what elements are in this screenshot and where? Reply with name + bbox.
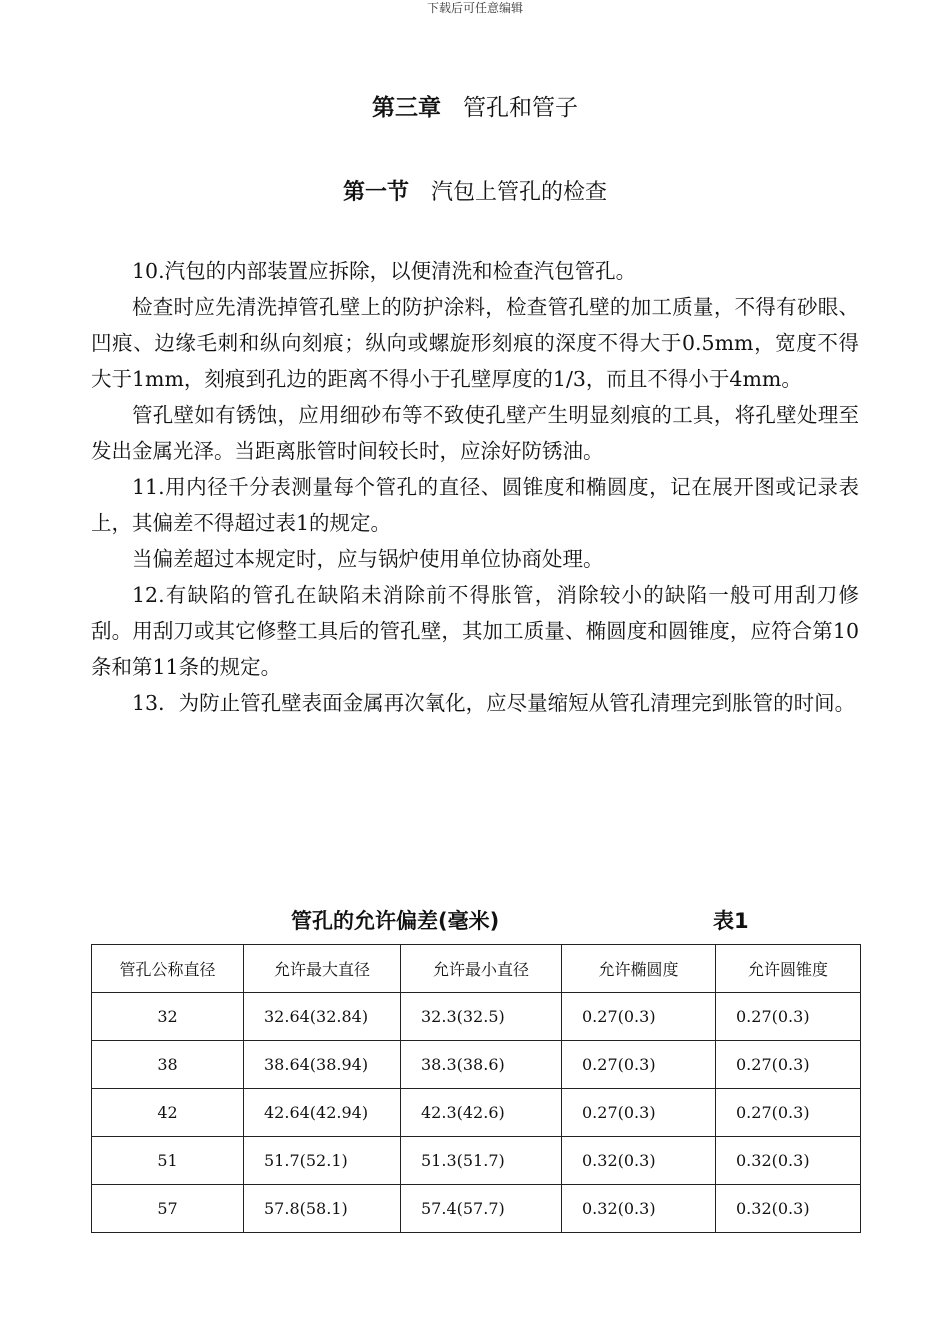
column-header: 允许最小直径 xyxy=(401,945,562,993)
table-row xyxy=(92,1185,861,1233)
paragraph: 检查时应先清洗掉管孔壁上的防护涂料，检查管孔壁的加工质量，不得有砂眼、凹痕、边缘毛刺和纵向刻痕；纵向或螺旋形刻痕的深度不得大于0.5mm，宽度不得大于1mm，刻痕到孔边的距离不得小于孔壁厚度的1/3，而且不得小于4mm。 xyxy=(91,295,859,391)
section-name: 汽包上管孔的检查 xyxy=(431,180,608,205)
body-text xyxy=(91,253,859,721)
table-row xyxy=(92,1089,861,1137)
table-cell: 38 xyxy=(92,1041,244,1089)
table-caption xyxy=(91,905,859,937)
table-row xyxy=(92,1137,861,1185)
column-header: 管孔公称直径 xyxy=(92,945,244,993)
table-cell: 32 xyxy=(92,993,244,1041)
paragraph: 当偏差超过本规定时，应与锅炉使用单位协商处理。 xyxy=(132,547,604,571)
table-cell: 38.64(38.94) xyxy=(244,1041,401,1089)
paragraph: 10.汽包的内部装置应拆除，以便清洗和检查汽包管孔。 xyxy=(132,259,637,283)
table-cell: 57.4(57.7) xyxy=(401,1185,562,1233)
table-number: 表1 xyxy=(713,909,749,933)
column-header: 允许椭圆度 xyxy=(562,945,716,993)
paragraph: 管孔壁如有锈蚀，应用细砂布等不致使孔壁产生明显刻痕的工具，将孔壁处理至发出金属光泽。当距离胀管时间较长时，应涂好防锈油。 xyxy=(91,403,859,463)
table-cell: 0.32(0.3) xyxy=(716,1185,861,1233)
table-cell: 0.27(0.3) xyxy=(562,1041,716,1089)
table-cell: 51.3(51.7) xyxy=(401,1137,562,1185)
paragraph: 13．为防止管孔壁表面金属再次氧化，应尽量缩短从管孔清理完到胀管的时间。 xyxy=(132,691,856,715)
chapter-name: 管孔和管子 xyxy=(463,95,578,121)
table-cell: 51.7(52.1) xyxy=(244,1137,401,1185)
section-label: 第一节 xyxy=(342,180,409,205)
table-row xyxy=(92,993,861,1041)
table-cell: 0.27(0.3) xyxy=(716,1041,861,1089)
header-note: 下载后可任意编辑 xyxy=(426,1,523,15)
table-cell: 32.3(32.5) xyxy=(401,993,562,1041)
paragraph: 12.有缺陷的管孔在缺陷未消除前不得胀管，消除较小的缺陷一般可用刮刀修刮。用刮刀或其它修整工具后的管孔壁，其加工质量、椭圆度和圆锥度，应符合第10条和第11条的规定。 xyxy=(91,583,859,679)
table-cell: 42.3(42.6) xyxy=(401,1089,562,1137)
table-cell: 57 xyxy=(92,1185,244,1233)
chapter-label: 第三章 xyxy=(372,95,441,121)
column-header: 允许圆锥度 xyxy=(716,945,861,993)
table-title: 管孔的允许偏差(毫米) xyxy=(291,909,500,933)
paragraph: 11.用内径千分表测量每个管孔的直径、圆锥度和椭圆度，记在展开图或记录表上，其偏差不得超过表1的规定。 xyxy=(91,475,859,535)
table-header-row xyxy=(92,945,861,993)
table-cell: 0.27(0.3) xyxy=(562,1089,716,1137)
table-cell: 42.64(42.94) xyxy=(244,1089,401,1137)
table-cell: 32.64(32.84) xyxy=(244,993,401,1041)
table-cell: 42 xyxy=(92,1089,244,1137)
table-cell: 0.27(0.3) xyxy=(716,1089,861,1137)
table-cell: 0.32(0.3) xyxy=(716,1137,861,1185)
table-cell: 0.32(0.3) xyxy=(562,1137,716,1185)
section-title xyxy=(0,177,950,209)
table-cell: 57.8(58.1) xyxy=(244,1185,401,1233)
table-cell: 38.3(38.6) xyxy=(401,1041,562,1089)
table-cell: 0.27(0.3) xyxy=(716,993,861,1041)
table-cell: 0.32(0.3) xyxy=(562,1185,716,1233)
table-cell: 51 xyxy=(92,1137,244,1185)
tolerance-table xyxy=(91,944,861,1233)
table-cell: 0.27(0.3) xyxy=(562,993,716,1041)
chapter-title xyxy=(0,92,950,124)
table-row xyxy=(92,1041,861,1089)
column-header: 允许最大直径 xyxy=(244,945,401,993)
